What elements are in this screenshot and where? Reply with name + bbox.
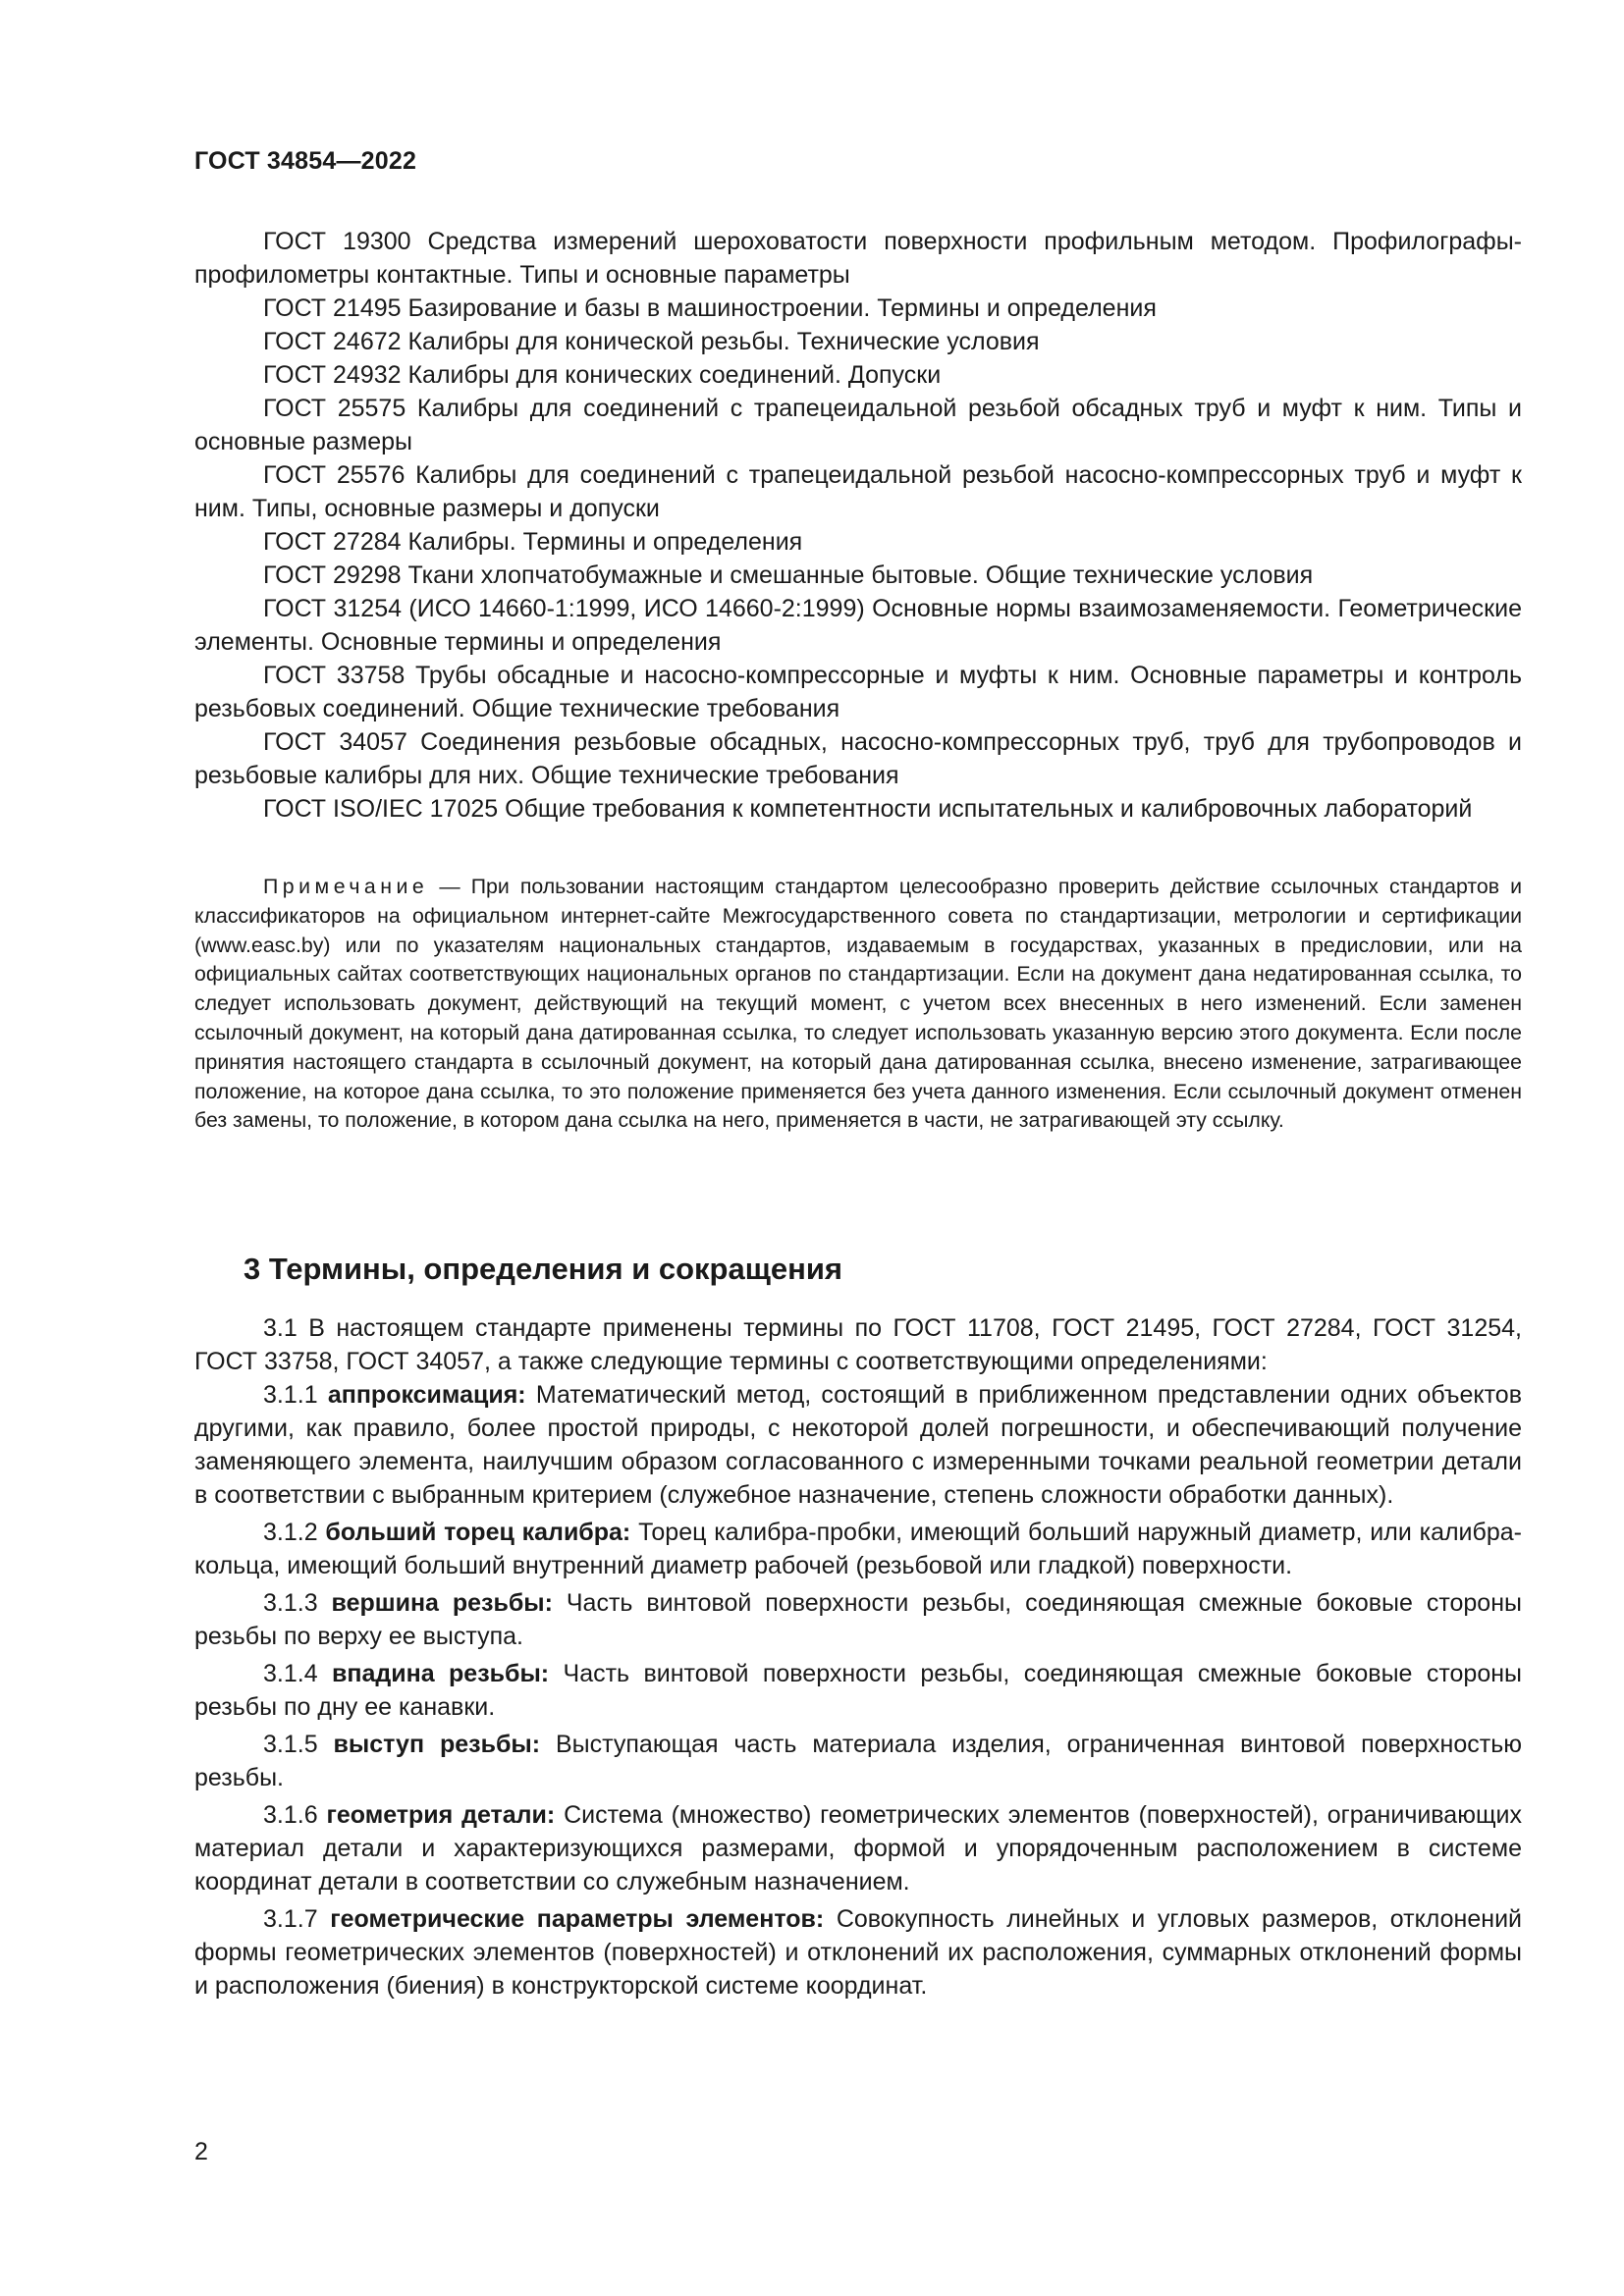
term-name: вершина резьбы: — [331, 1589, 553, 1617]
section-title: 3 Термины, определения и сокращения — [244, 1252, 842, 1286]
reference-item: ГОСТ 27284 Калибры. Термины и определения — [263, 528, 803, 556]
term-name: впадина резьбы: — [332, 1660, 550, 1687]
page-number: 2 — [194, 2138, 208, 2165]
reference-item: ГОСТ 29298 Ткани хлопчатобумажные и смешанные бытовые. Общие технические условия — [263, 561, 1314, 589]
reference-item: ГОСТ 19300 Средства измерений шероховатости поверхности профильным методом. Профилографы-профилометры контактные. Типы и основные параметры — [194, 228, 1522, 289]
reference-item: ГОСТ 25576 Калибры для соединений с трапецеидальной резьбой насосно-компрессорных труб и муфт к ним. Типы, основные размеры и допуски — [194, 461, 1522, 522]
term-number: 3.1.1 — [263, 1381, 318, 1409]
term-name: выступ резьбы: — [333, 1731, 541, 1758]
terms-section — [194, 1311, 1522, 2002]
term-entry — [194, 1728, 1522, 1794]
term-entry — [194, 1657, 1522, 1724]
term-definition: Часть винтовой поверхности резьбы, соединяющая смежные боковые стороны резьбы по верху ее выступа. — [194, 1589, 1522, 1650]
term-number: 3.1.6 — [263, 1801, 318, 1829]
reference-item: ГОСТ 34057 Соединения резьбовые обсадных, насосно-компрессорных труб, труб для трубопроводов и резьбовые калибры для них. Общие технические требования — [194, 728, 1522, 789]
term-name: геометрические параметры элементов: — [330, 1905, 825, 1933]
reference-item: ГОСТ 33758 Трубы обсадные и насосно-компрессорные и муфты к ним. Основные параметры и контроль резьбовых соединений. Общие технические требования — [194, 662, 1522, 722]
reference-item: ГОСТ 21495 Базирование и базы в машиностроении. Термины и определения — [263, 294, 1157, 322]
reference-note — [194, 873, 1522, 1136]
normative-references — [194, 225, 1522, 826]
term-number: 3.1.4 — [263, 1660, 318, 1687]
term-entry — [194, 1798, 1522, 1898]
term-number: 3.1.3 — [263, 1589, 318, 1617]
term-definition: Часть винтовой поверхности резьбы, соединяющая смежные боковые стороны резьбы по дну ее канавки. — [194, 1660, 1522, 1721]
reference-item: ГОСТ 24932 Калибры для конических соединений. Допуски — [263, 361, 942, 389]
term-definition: Математический метод, состоящий в приближенном представлении одних объектов другими, как правило, более простой природы, с некоторой долей погрешности, и обеспечивающий получение заменяющего элемента, наилучшим образом согласованного с измеренными точками реальной геометрии детали в соответствии с выбранным критерием (служебное назначение, степень сложности обработки данных). — [194, 1381, 1522, 1509]
term-entry — [194, 1378, 1522, 1512]
note-text: — При пользовании настоящим стандартом целесообразно проверить действие ссылочных стандартов и классификаторов на официальном интернет-сайте Межгосударственного совета по стандартизации, метрологии и сертификации (www.easc.by) или по указателям национальных стандартов, издаваемым в государствах, указанных в предисловии, или на официальных сайтах соответствующих национальных органов по стандартизации. Если на документ дана недатированная ссылка, то следует использовать документ, действующий на текущий момент, с учетом всех внесенных в него изменений. Если заменен ссылочный документ, на который дана датированная ссылка, то следует использовать указанную версию этого документа. Если после принятия настоящего стандарта в ссылочный документ, на который дана датированная ссылка, внесено изменение, затрагивающее положение, на которое дана ссылка, то это положение применяется без учета данного изменения. Если ссылочный документ отменен без замены, то положение, в котором дана ссылка на него, применяется в части, не затрагивающей эту ссылку. — [194, 875, 1522, 1133]
term-number: 3.1.2 — [263, 1519, 318, 1546]
document-header: ГОСТ 34854—2022 — [194, 147, 417, 175]
term-definition: Выступающая часть материала изделия, ограниченная винтовой поверхностью резьбы. — [194, 1731, 1522, 1791]
term-definition: Совокупность линейных и угловых размеров, отклонений формы геометрических элементов (поверхностей) и отклонений их расположения, суммарных отклонений формы и расположения (биения) в конструкторской системе координат. — [194, 1905, 1523, 2000]
note-label: Примечание — [263, 875, 429, 898]
term-definition: Торец калибра-пробки, имеющий больший наружный диаметр, или калибра-кольца, имеющий больший внутренний диаметр рабочей (резьбовой или гладкой) поверхности. — [194, 1519, 1522, 1579]
term-definition: Система (множество) геометрических элементов (поверхностей), ограничивающих материал детали и характеризующихся размерами, формой и упорядоченным расположением в системе координат детали в соответствии со служебным назначением. — [194, 1801, 1522, 1896]
reference-item: ГОСТ 24672 Калибры для конической резьбы. Технические условия — [263, 328, 1040, 355]
term-name: аппроксимация: — [327, 1381, 526, 1409]
reference-item: ГОСТ 31254 (ИСО 14660-1:1999, ИСО 14660-2:1999) Основные нормы взаимозаменяемости. Геометрические элементы. Основные термины и определения — [194, 595, 1522, 656]
term-name: геометрия детали: — [326, 1801, 556, 1829]
reference-item: ГОСТ ISO/IEC 17025 Общие требования к компетентности испытательных и калибровочных лабораторий — [263, 795, 1473, 823]
section-intro: 3.1 В настоящем стандарте применены термины по ГОСТ 11708, ГОСТ 21495, ГОСТ 27284, ГОСТ 31254, ГОСТ 33758, ГОСТ 34057, а также следующие термины с соответствующими определениями: — [194, 1314, 1522, 1375]
term-number: 3.1.5 — [263, 1731, 318, 1758]
term-name: больший торец калибра: — [325, 1519, 631, 1546]
term-entry — [194, 1902, 1522, 2002]
term-entry — [194, 1516, 1522, 1582]
reference-item: ГОСТ 25575 Калибры для соединений с трапецеидальной резьбой обсадных труб и муфт к ним. Типы и основные размеры — [194, 395, 1522, 455]
term-entry — [194, 1586, 1522, 1653]
term-number: 3.1.7 — [263, 1905, 318, 1933]
